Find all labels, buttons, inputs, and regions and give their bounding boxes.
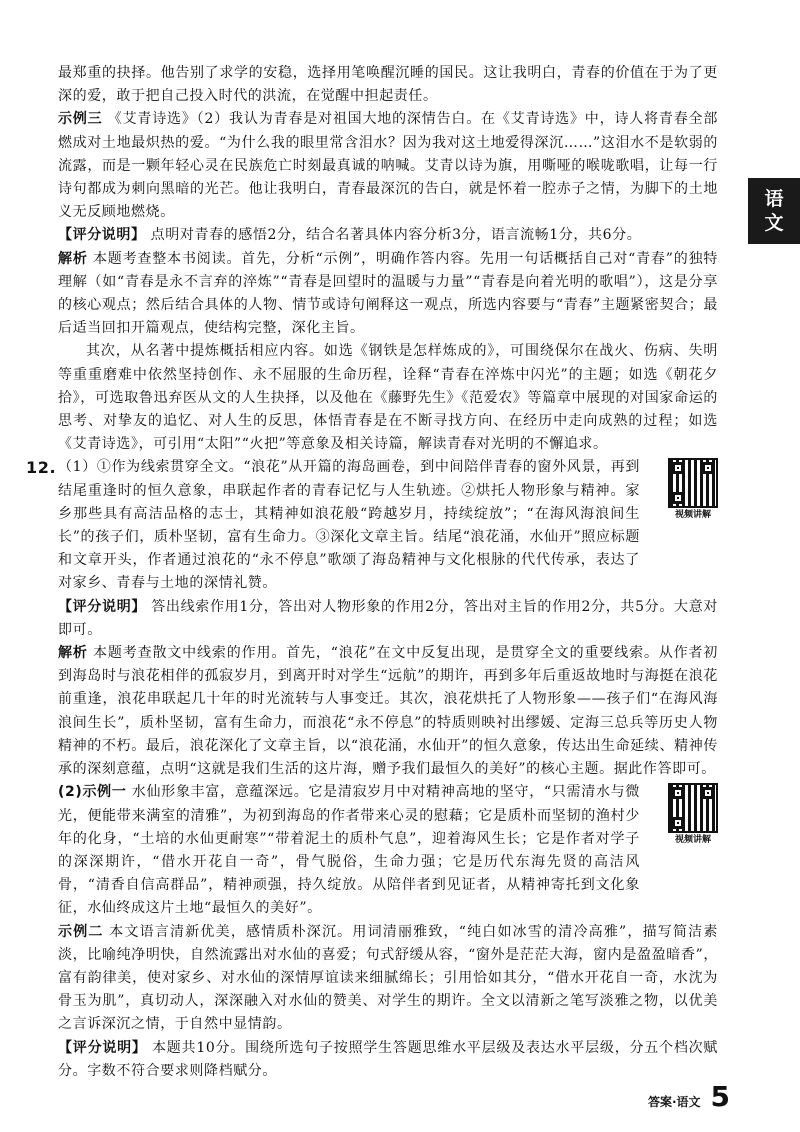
example-two	[58, 921, 718, 1037]
analysis-2-text: 本题考查散文中线索的作用。首先，“浪花”在文中反复出现，是贯穿全文的重要线索。从作者初到海岛时与浪花相伴的孤寂岁月，到离开时对学生“远航”的期许，再到多年后重返故地时与海挺在浪花前重逢，浪花串联起几十年的时光流转与人事变迁。其次，浪花烘托了人物形象——孩子们“在海风海浪间生长”，质朴坚韧，富有生命力，而浪花“永不停息”的特质则映衬出缪媛、定海三总兵等历史人物精神的不朽。最后，浪花深化了文章主旨，以“浪花涌，水仙开”的恒久意象，传达出生命延续、精神传承的深刻意蕴，点明“这就是我们生活的这片海，赠予我们最恒久的美好”的核心主题。据此作答即可。	[58, 645, 718, 778]
question-12-part-1	[26, 456, 718, 595]
scoring-note-3-text: 本题共10分。围绕所选句子按照学生答题思维水平层级及表达水平层级，分五个档次赋分。字数不符合要求则降档赋分。	[58, 1039, 718, 1079]
example-three	[58, 108, 718, 224]
example-three-text: 《艾青诗选》（2）我认为青春是对祖国大地的深情告白。在《艾青诗选》中，诗人将青春全部燃成对土地最炽热的爱。“为什么我的眼里常含泪水？因为我对这土地爱得深沉……”这泪水不是软弱的流露，而是一颗年轻心灵在民族危亡时刻最真诚的呐喊。艾青以诗为旗，用嘶哑的喉咙歌唱，让每一行诗句都成为刺向黑暗的光芒。他让我明白，青春最深沉的告白，就是怀着一腔赤子之情，为脚下的土地义无反顾地燃烧。	[58, 111, 718, 221]
video-explanation-2-caption: 视频讲解	[674, 835, 711, 846]
page-footer	[648, 1080, 730, 1113]
video-explanation-1[interactable]	[664, 458, 722, 521]
scoring-note-2-label: 【评分说明】	[58, 598, 147, 615]
scoring-note-1-label: 【评分说明】	[58, 227, 146, 244]
example-two-label: 示例二	[58, 923, 104, 940]
question-12-part-2	[58, 781, 718, 920]
qr-code-icon[interactable]	[668, 783, 718, 833]
scoring-note-3-label: 【评分说明】	[58, 1039, 147, 1056]
example-two-text: 本文语言清新优美，感情质朴深沉。用词清丽雅致，“纯白如冰雪的清冷高雅”，描写简洁素淡，比喻纯净明快，自然流露出对水仙的喜爱；句式舒缓从容，“窗外是茫茫大海，窗内是盈盈暗香”，富有韵律美，使对家乡、对水仙的深情厚谊读来细腻绵长；引用恰如其分，“借水开花自一奇，水沈为骨玉为肌”，真切动人，深深融入对水仙的赞美、对学生的期许。全文以清新之笔写淡雅之物，以优美之言诉深沉之情，于自然中显情韵。	[58, 923, 718, 1033]
video-explanation-1-caption: 视频讲解	[674, 510, 711, 521]
subject-tab-char-2: 文	[764, 212, 784, 234]
scoring-note-2-text: 答出线索作用1分，答出对人物形象的作用2分，答出对主旨的作用2分，共5分。大意对即可。	[58, 598, 718, 638]
example-one-text: 水仙形象丰富，意蕴深远。它是清寂岁月中对精神高地的坚守，“只需清水与微光，便能带来满室的清雅”，为初到海岛的作者带来心灵的慰藉；它是质朴而坚韧的渔村少年的化身，“土培的水仙更耐寒”“带着泥土的质朴气息”，迎着海风生长；它是作者对学子的深深期许，“借水开花自一奇”，骨气脱俗，生命力强；它是历代东海先贤的高洁风骨，“清香自信高群品”，精神顽强，持久绽放。从陪伴者到见证者，从精神寄托到文化象征，水仙终成这片土地“最恒久的美好”。	[58, 784, 640, 917]
video-explanation-2[interactable]	[664, 783, 722, 846]
scoring-note-3	[58, 1037, 718, 1083]
analysis-1-label: 解析	[58, 250, 88, 267]
analysis-2	[58, 642, 718, 781]
subject-tab	[748, 178, 800, 244]
question-12-part-2-text	[58, 781, 640, 920]
scoring-note-1	[58, 224, 718, 247]
analysis-2-label: 解析	[58, 645, 88, 662]
question-12-part-1-text: （1）①作为线索贯穿全文。“浪花”从开篇的海岛画卷，到中间陪伴青春的窗外风景，再到结尾重逢时的恒久意象，串联起作者的青春记忆与人生轨迹。②烘托人物形象与精神。家乡那些具有高洁品格的志士，其精神如浪花般“跨越岁月，持续绽放”；“在海风海浪间生长”的孩子们，质朴坚韧，富有生命力。③深化文章主旨。结尾“浪花涌，水仙开”照应标题和文章开头，作者通过浪花的“永不停息”歌颂了海岛精神与文化根脉的代代传承，表达了对家乡、青春与土地的深情礼赞。	[58, 459, 640, 592]
scoring-note-1-text: 点明对青春的感悟2分，结合名著具体内容分析3分，语言流畅1分，共6分。	[150, 227, 642, 244]
question-12-number: 12.	[26, 458, 57, 478]
subject-tab-char-1: 语	[764, 188, 784, 210]
analysis-1	[58, 248, 718, 341]
analysis-1-paragraph-2: 其次，从名著中提炼概括相应内容。如选《钢铁是怎样炼成的》，可围绕保尔在战火、伤病、失明等重重磨难中依然坚持创作、永不屈服的生命历程，诠释“青春在淬炼中闪光”的主题；如选《朝花夕拾》，可选取鲁迅弃医从文的人生抉择，以及他在《藤野先生》《范爱农》等篇章中展现的对国家命运的思考、对挚友的追忆、对人生的反思，体悟青春是在不断寻找方向、在经历中走向成熟的过程；如选《艾青诗选》，可引用“太阳”“火把”等意象及相关诗篇，解读青春对光明的不懈追求。	[58, 343, 718, 453]
paragraph-continuation: 最郑重的抉择。他告别了求学的安稳，选择用笔唤醒沉睡的国民。这让我明白，青春的价值在于为了更深的爱，敢于把自己投入时代的洪流，在觉醒中担起责任。	[58, 65, 718, 105]
page-number: 5	[710, 1080, 730, 1113]
qr-code-icon[interactable]	[668, 458, 718, 508]
example-one-label: (2)示例一	[58, 784, 127, 801]
example-three-label: 示例三	[58, 111, 103, 128]
answer-page	[26, 62, 718, 1083]
scoring-note-2	[58, 596, 718, 642]
analysis-1-text: 本题考查整本书阅读。首先，分析“示例”，明确作答内容。先用一句话概括自己对“青春”的独特理解（如“青春是永不言弃的淬炼”“青春是回望时的温暖与力量”“青春是向着光明的歌唱”），这是分享的核心观点；然后结合具体的人物、情节或诗句阐释这一观点，所选内容要与“青春”主题紧密契合；最后适当回扣开篇观点，使结构完整，深化主旨。	[58, 250, 718, 337]
footer-label: 答案·语文	[647, 1095, 701, 1109]
